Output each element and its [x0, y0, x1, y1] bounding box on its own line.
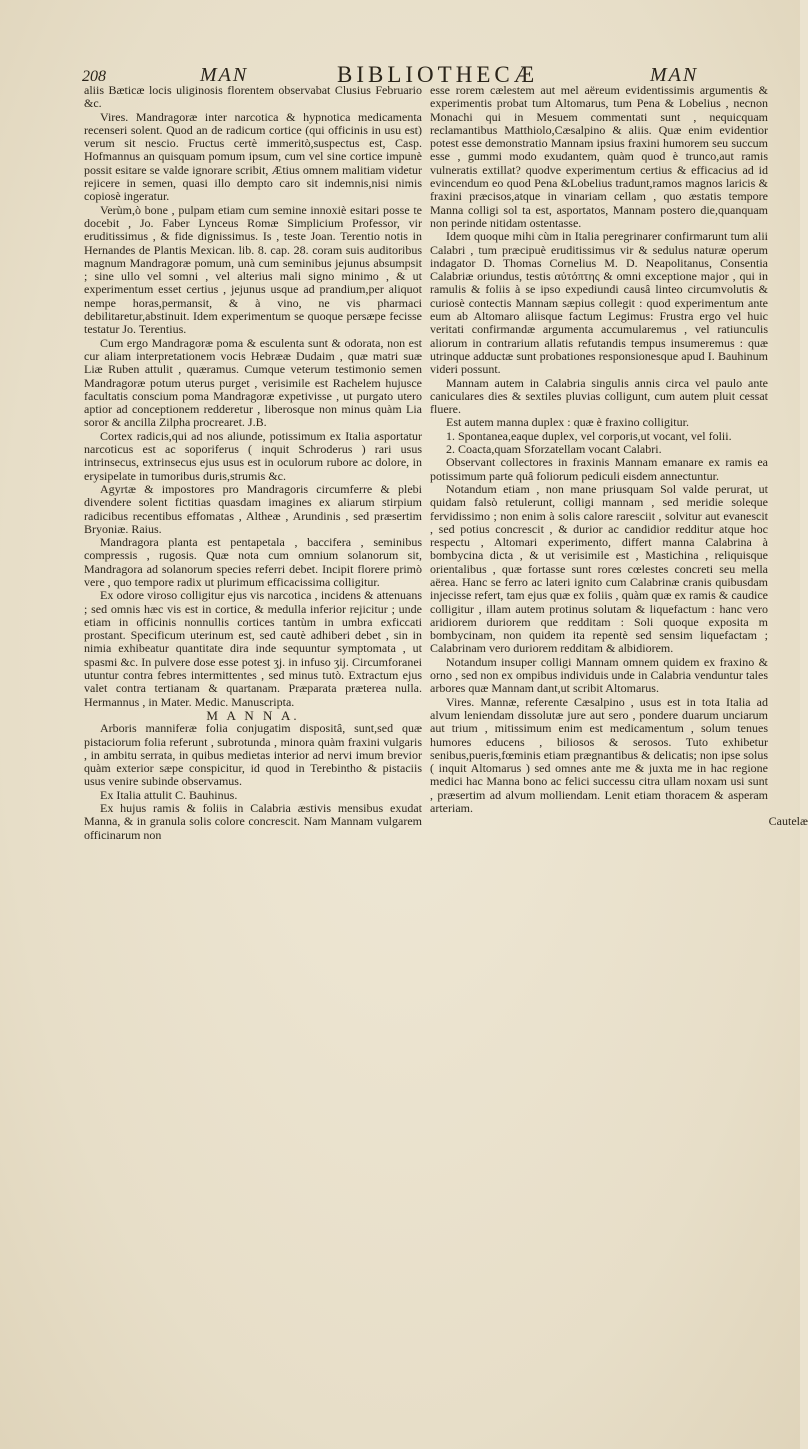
paragraph: Observant collectores in fraxinis Mannam emanare ex ramis ea potissimum parte quâ foliorum pediculi eisdem annectuntur.	[430, 455, 768, 483]
paragraph: Ex odore viroso colligitur ejus vis narcotica , incidens & attenuans ; sed omnis hæc vis est in cortice, & medulla inferior rejicitur ; unde etiam in officinis nonnullis cortices tantùm in umbra exficcati prostant. Specificum uterinum est, sed cautè adhiberi debet , sin in nimia exhibeatur quantitate dira inde sequuntur symptomata , ut spasmi &c. In pulvere dose esse potest ʒj. in infuso ʒij. Circumforanei utuntur contra febres intermittentes , sed minus tutò. Extractum ejus valet contra tertianam & quartanam. Præparata præterea nulla. Hermannus , in Mater. Medic. Manuscripta.	[84, 588, 422, 709]
paragraph: Mannam autem in Calabria singulis annis circa vel paulo ante caniculares dies & sextiles pluvias colligunt, cum autem pluit cessat fluere.	[430, 375, 768, 417]
paragraph: Notandum etiam , non mane priusquam Sol valde perurat, ut quidam falsò retulerunt, colligi mannam , sed meridie soleque fervidissimo ; non enim à solis calore raresciit , solvitur aut evanescit , sed potius concrescit , & durior ac candidior redditur atque hoc respectu , Altomari experimento, differt manna Calabrina à bombycina dicta , & ut verisimile est , Mastichina , reliquisque orientalibus , quæ fortasse sunt rores cœlestes concreti seu mella aërea. Hanc se ferro ac lateri ignito cum Calabrinæ cranis quibusdam injecisse refert, tam ejus quæ ex foliis , quàm quæ ex ramis & caudice colligitur , illam autem protinus solutam & liquefactum : hanc vero aridiorem duriorem que redditam : Soli quoque exposita m bombycinam, non quidem ita repentè sed sensim liquefactam ; Calabrinam vero duriorem redditam & albidiorem.	[430, 481, 768, 656]
paragraph: Mandragora planta est pentapetala , baccifera , seminibus compressis , rugosis. Quæ nota cum omnium solanorum sit, Mandragora ad solanorum species referri debet. Incipit florere primò vere , quo tempore radix ut plurimum efficacissima colligitur.	[84, 535, 422, 589]
paragraph: 2. Coacta,quam Sforzatellam vocant Calabri.	[446, 442, 662, 457]
page-number: 208	[82, 68, 106, 85]
paragraph: Agyrtæ & impostores pro Mandragoris circumferre & plebi divendere solent fictitias quasdam imagines ex aliarum stirpium radicibus recentibus effomatas , Altheæ , Arundinis , sed præsertim Bryoniæ. Raius.	[84, 481, 422, 536]
paragraph: Cum ergo Mandragoræ poma & esculenta sunt & odorata, non est cur aliam interpretationem vocis Hebrææ Dudaim , quæ matri suæ Liæ Ruben attulit , quæramus. Cumque veterum testimonio semen Mandragoræ potum uterus purget , verisimile est Rachelem hujusce facultatis conscium poma Mandragoræ expetivisse , ut purgato utero aptior ad conceptionem redderetur , liberosque non minus quàm Lia soror & ancilla Zilpha procrearet. J.B.	[84, 335, 422, 430]
paragraph: Notandum insuper colligi Mannam omnem quidem ex fraxino & orno , sed non ex ompibus individuis unde in Calabria venduntur tales arbores quæ Mannam dant,ut scribit Altomarus.	[430, 654, 768, 696]
header-word-left: MAN	[200, 64, 249, 86]
paragraph: Est autem manna duplex : quæ è fraxino colligitur.	[446, 415, 689, 430]
header-title: BIBLIOTHECÆ	[337, 62, 539, 87]
paragraph: Ex hujus ramis & foliis in Calabria æstivis mensibus exudat Manna, & in granula solis colore concrescit. Nam Mannam vulgarem officinarum non	[84, 801, 422, 842]
paragraph: Verùm,ò bone , pulpam etiam cum semine innoxiè esitari posse te docebit , Jo. Faber Lynceus Romæ Simplicium Professor, vir eruditissimus , & fide dignissimus. Is , teste Joan. Terentio notis in Hernandes de Plantis Mexican. lib. 8. cap. 28. coram suis auditoribus magnum Mandragoræ pomum, unà cum seminibus jejunus absumpsit ; sine ullo vel somni , vel alterius mali signo minimo , & ut experimentum esset certius , jejunus usque ad prandium,per aliquot nempe horas,permansit, & à vino, ne vis pharmaci debilitaretur,abstinuit. Idem experimentum se quoque persæpe fecisse testatur Jo. Terentius.	[84, 202, 422, 337]
paragraph: Arboris manniferæ folia conjugatim dispositâ, sunt,sed quæ pistaciorum folia referunt , subrotunda , minora quàm fraxini vulgaris , in ambitu serrata, in quibus medietas interior ad nervi imum brevior quàm exterior sæpe conspicitur, id quod in Terebintho & pistaciis usus venire subinde observamus.	[84, 721, 422, 789]
paragraph: Vires. Mannæ, referente Cæsalpino , usus est in tota Italia ad alvum leniendam dissolutæ jure aut sero , pondere duarum unciarum aut trium , mitissimum enim est medicamentum , solum tenues humores educens , biliosos & serosos. Tuto exhibetur senibus,pueris,fœminis etiam prægnantibus & delicatis; non ipse solus ( inquit Altomarus ) sed omnes ante me & juxta me in hac regione medici hac Manna bono ac felici successu citra ullam noxam usi sunt , præsertim ad alvum molliendam. Lenit etiam thoracem & asperam arteriam.	[430, 694, 768, 816]
paragraph: Vires. Mandragoræ inter narcotica & hypnotica medicamenta recenseri solent. Quod an de radicum cortice (qui officinis in usu est) verum sit nescio. Fructus certè immeritò,suspectus est, Casp. Hofmannus an quisquam pomum ipsum, cum vel sine cortice impunè possit esitare se valde ignorare scribit, Ætius omnem malitiam videtur rejicere in semen, quasi illo dempto caro sit indemnis,nisi nimis copiosè ingeratur.	[84, 109, 422, 204]
paragraph: Ex Italia attulit C. Bauhinus.	[100, 787, 238, 802]
header-word-right: MAN	[650, 64, 699, 86]
paragraph: Cortex radicis,qui ad nos aliunde, potissimum ex Italia asportatur narcoticus est ac soporiferus ( inquit Schroderus ) rari usus intrinsecus, extrinsecus ejus usus est in oculorum rubore ac dolore, in erysipelate in tumoribus duris,strumis &c.	[84, 428, 422, 483]
paragraph: Idem quoque mihi cùm in Italia peregrinarer confirmarunt tum alii Calabri , tum præcipuè eruditissimus vir & sedulus naturæ operum indagator D. Thomas Cornelius M. D. Neapolitanus, Consentia Calabriæ oriundus, testis αὐτόπτης & omni exceptione major , qui in ramulis & foliis à se ipso expediundi causâ linteo circumvolutis & curiosè contectis Mannam sæpius collegit : quod experimentum ante eum ab Altomaro aliisque factum Legimus: Frustra ergo vel huic veritati confirmandæ argumenta accumularemus , vel ratiunculis aliorum in contrarium allatis refutandis tempus insumeremus : quæ utrinque adductæ sunt probationes responsionesque apud I. Bauhinum videri possunt.	[430, 229, 768, 377]
section-heading: M A N N A.	[206, 707, 300, 723]
paragraph: aliis Bæticæ locis uliginosis florentem observabat Clusius Februario &c.	[84, 83, 422, 111]
paragraph: esse rorem cælestem aut mel aëreum evidentissimis argumentis & experimentis probat tum Altomarus, tum Pena & Lobelius , necnon Monachi qui in Mesuem commentati sunt , nequicquam reclamantibus Matthiolo,Cæsalpino & aliis. Quæ enim evidentior potest esse demonstratio Mannam ipsius fraxini humorem seu succum esse , gummi modo exudantem, quàm quod è trunco,aut ramis vulneratis extillat? quodve experimentum certius & efficacius ad id evincendum eo quod Pena &Lobelius tradunt,ramos magnos laricis & fraxini præcisos,atque in vinariam cellam , quo æstatis tempore Manna colligi sol ta est, asportatos, Mannam postero die,quanquam non perinde nitidam ostentasse.	[430, 83, 768, 230]
paragraph: 1. Spontanea,eaque duplex, vel corporis,ut vocant, vel folii.	[446, 428, 732, 443]
left-column	[84, 84, 422, 842]
catchword: Cautelæ	[768, 814, 808, 829]
right-column	[430, 83, 808, 829]
